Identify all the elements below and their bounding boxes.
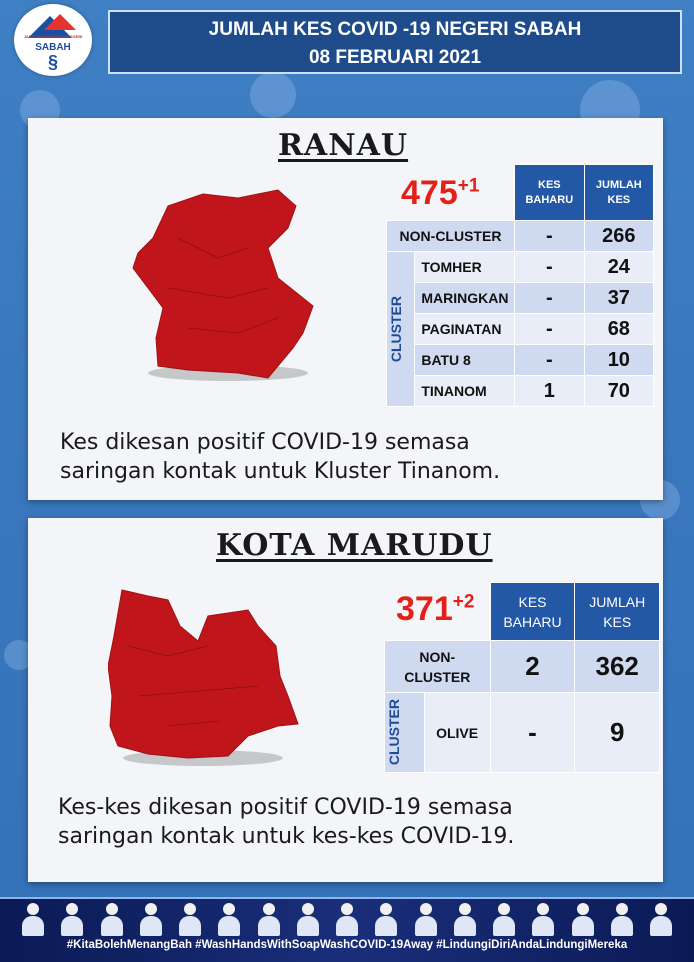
table-row (387, 345, 654, 376)
table-row (387, 252, 654, 283)
cluster-name: TINANOM (415, 376, 515, 407)
cluster-label: CLUSTER (385, 693, 425, 773)
hashtags: #KitaBolehMenangBah #WashHandsWithSoapWashCOVID-19Away #LindungiDiriAndaLindungiMereka (66, 939, 628, 951)
cluster-total: 24 (584, 252, 653, 283)
mountain-peak-icon (44, 14, 76, 30)
virus-decoration (250, 72, 296, 118)
cluster-new: - (515, 283, 585, 314)
cluster-new: 1 (515, 376, 585, 407)
cluster-new: - (490, 693, 575, 773)
cluster-new: - (515, 314, 585, 345)
person-icon (530, 903, 556, 937)
person-icon (177, 903, 203, 937)
person-icon (413, 903, 439, 937)
person-icon (570, 903, 596, 937)
person-icon (648, 903, 674, 937)
person-icon (452, 903, 478, 937)
cluster-new: - (515, 345, 585, 376)
kota-marudu-panel (28, 518, 663, 882)
person-icon (59, 903, 85, 937)
cluster-total: 9 (575, 693, 660, 773)
person-icon (138, 903, 164, 937)
logo-small-text: JABATAN KESIHATAN NEGERI (23, 34, 83, 39)
person-icon (334, 903, 360, 937)
total-value: 371 (396, 590, 453, 628)
non-cluster-label: NON-CLUSTER (387, 221, 515, 252)
cluster-name: OLIVE (424, 693, 490, 773)
district-title: RANAU (278, 128, 409, 163)
logo-name: SABAH (35, 42, 71, 53)
header-title: JUMLAH KES COVID -19 NEGERI SABAH (208, 19, 582, 40)
header-date: 08 FEBRUARI 2021 (308, 47, 482, 68)
case-note: Kes dikesan positif COVID-19 semasa saringan kontak untuk Kluster Tinanom. (60, 430, 501, 484)
person-icon (295, 903, 321, 937)
logo-s-icon: § (48, 52, 59, 72)
sabah-health-logo (14, 4, 92, 76)
table-row (385, 693, 660, 773)
total-value: 475 (401, 174, 458, 212)
new-cases: +1 (457, 175, 480, 197)
cluster-new: - (515, 252, 585, 283)
ranau-panel (28, 118, 663, 500)
cluster-name: BATU 8 (415, 345, 515, 376)
page-header (108, 10, 682, 74)
ranau-map (128, 188, 318, 388)
cluster-name: TOMHER (415, 252, 515, 283)
map-shape (133, 190, 313, 378)
cluster-total: 10 (584, 345, 653, 376)
non-cluster-label: NON- CLUSTER (385, 641, 491, 693)
cluster-name: PAGINATAN (415, 314, 515, 345)
map-shape (108, 590, 298, 758)
table-row (387, 221, 654, 252)
non-cluster-new: 2 (490, 641, 575, 693)
cluster-total: 68 (584, 314, 653, 345)
cluster-total: 37 (584, 283, 653, 314)
person-icon (609, 903, 635, 937)
person-icon (99, 903, 125, 937)
cluster-label: CLUSTER (387, 252, 415, 407)
person-icon (491, 903, 517, 937)
person-icon (216, 903, 242, 937)
table-row (385, 641, 660, 693)
table-row (387, 314, 654, 345)
footer-banner (0, 897, 694, 962)
district-title: KOTA MARUDU (216, 528, 493, 563)
cluster-total: 70 (584, 376, 653, 407)
col-header-new: KES BAHARU (515, 165, 585, 221)
new-cases: +2 (452, 591, 475, 613)
frontliners-illustration (20, 903, 674, 937)
person-icon (20, 903, 46, 937)
table-row (387, 283, 654, 314)
case-note: Kes-kes dikesan positif COVID-19 semasa saringan kontak untuk kes-kes COVID-19. (58, 795, 515, 849)
col-header-new: KES BAHARU (490, 583, 575, 641)
ranau-cases-table (386, 164, 654, 407)
non-cluster-total: 266 (584, 221, 653, 252)
cluster-name: MARINGKAN (415, 283, 515, 314)
non-cluster-new: - (515, 221, 585, 252)
person-icon (373, 903, 399, 937)
non-cluster-total: 362 (575, 641, 660, 693)
person-icon (256, 903, 282, 937)
table-row (387, 376, 654, 407)
col-header-total: JUMLAH KES (584, 165, 653, 221)
kota-marudu-map (108, 586, 308, 776)
kota-marudu-cases-table (384, 582, 660, 773)
col-header-total: JUMLAH KES (575, 583, 660, 641)
